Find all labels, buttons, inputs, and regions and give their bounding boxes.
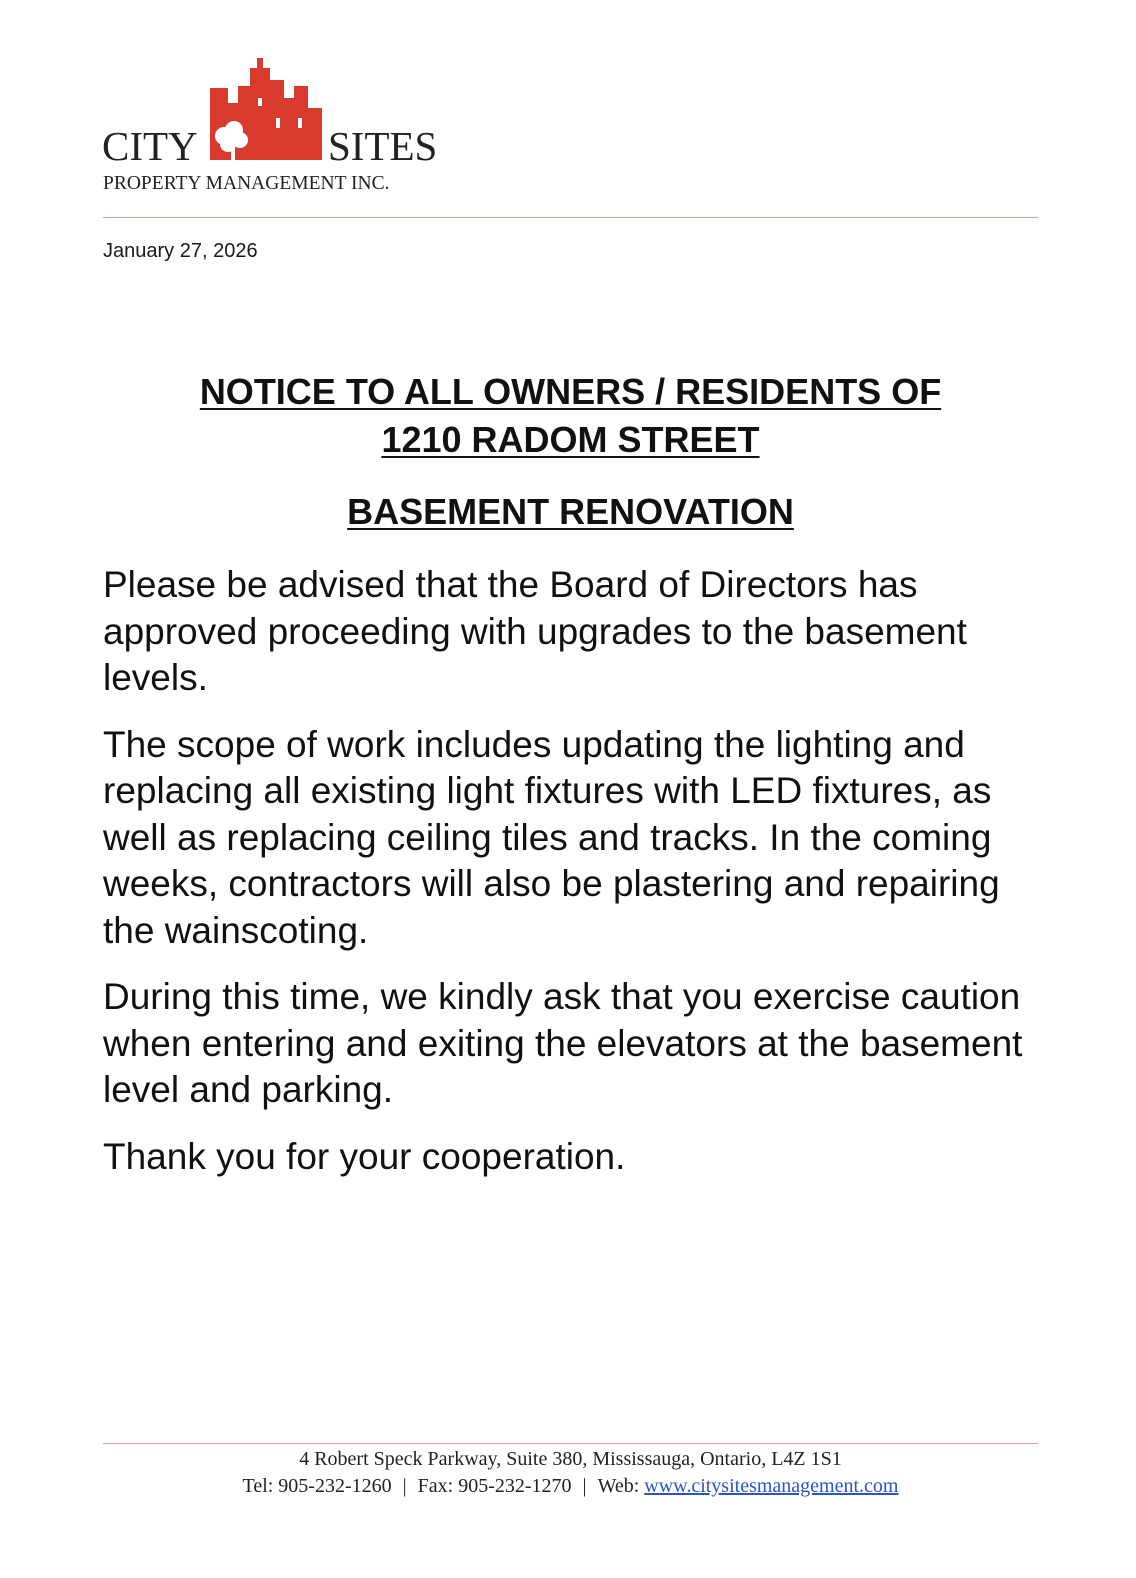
notice-title-line2: 1210 RADOM STREET (381, 419, 760, 460)
footer-web-label: Web: (597, 1475, 640, 1497)
footer-separator: | (582, 1475, 587, 1497)
logo-city-text: CITY (102, 123, 198, 169)
letter-date: January 27, 2026 (103, 240, 258, 262)
footer-separator: | (402, 1475, 407, 1497)
footer-tel: Tel: 905-232-1260 (242, 1475, 392, 1497)
logo-sites-text: SITES (328, 123, 438, 169)
notice-subject-text: BASEMENT RENOVATION (347, 491, 794, 532)
header-divider (103, 217, 1038, 218)
notice-body (103, 562, 1053, 1200)
body-paragraph: Thank you for your cooperation. (103, 1135, 626, 1177)
notice-subject (103, 488, 1038, 536)
notice-title (103, 368, 1038, 464)
footer-website-link[interactable]: www.citysitesmanagement.com (644, 1475, 899, 1497)
footer-divider (103, 1443, 1038, 1444)
city-skyline-logo-icon (100, 58, 460, 198)
footer-contact (103, 1473, 1038, 1500)
company-logo (100, 58, 460, 198)
body-paragraph: During this time, we kindly ask that you exercise caution when entering and exiting the elevators at the basement level and parking. (103, 976, 1023, 1110)
footer-address: 4 Robert Speck Parkway, Suite 380, Mississauga, Ontario, L4Z 1S1 (299, 1448, 842, 1470)
notice-title-line1: NOTICE TO ALL OWNERS / RESIDENTS OF (199, 371, 942, 412)
body-paragraph: The scope of work includes updating the lighting and replacing all existing light fixtures with LED fixtures, as well as replacing ceiling tiles and tracks. In the coming weeks, contractors will also be plastering and repairing the wainscoting. (103, 723, 1000, 951)
logo-subtitle-text: PROPERTY MANAGEMENT INC. (103, 173, 390, 194)
body-paragraph: Please be advised that the Board of Directors has approved proceeding with upgrades to the basement levels. (103, 564, 967, 698)
footer (103, 1446, 1038, 1500)
footer-fax: Fax: 905-232-1270 (417, 1475, 572, 1497)
